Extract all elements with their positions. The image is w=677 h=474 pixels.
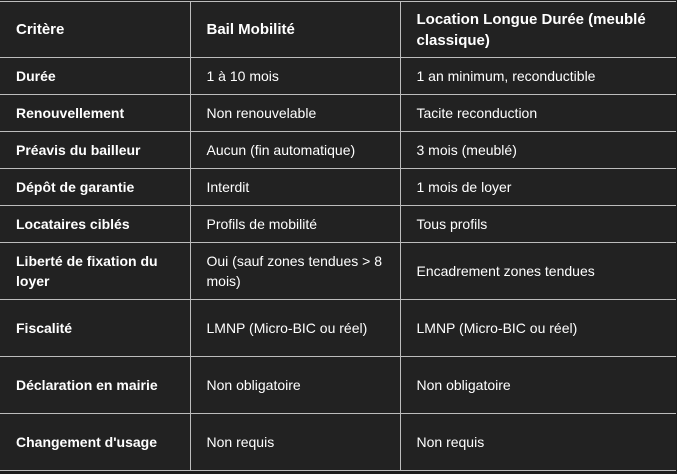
longue-duree-cell: Encadrement zones tendues [400,243,676,300]
table-row [0,206,676,243]
table-row [0,58,676,95]
bail-mobilite-cell: Profils de mobilité [190,206,400,243]
criterion-cell: Fiscalité [0,300,190,357]
header-bail-mobilite: Bail Mobilité [190,2,400,58]
longue-duree-cell: Non requis [400,414,676,471]
longue-duree-cell: 1 an minimum, reconductible [400,58,676,95]
header-criterion: Critère [0,2,190,58]
table-row [0,95,676,132]
header-location-longue-duree: Location Longue Durée (meublé classique) [400,2,676,58]
table-row [0,357,676,414]
bail-mobilite-cell: 1 à 10 mois [190,58,400,95]
criterion-cell: Locataires ciblés [0,206,190,243]
criterion-cell: Changement d'usage [0,414,190,471]
longue-duree-cell: LMNP (Micro-BIC ou réel) [400,300,676,357]
bail-mobilite-cell: Non obligatoire [190,357,400,414]
bail-mobilite-cell: Interdit [190,169,400,206]
table-row [0,169,676,206]
criterion-cell: Dépôt de garantie [0,169,190,206]
criterion-cell: Liberté de fixation du loyer [0,243,190,300]
longue-duree-cell: 3 mois (meublé) [400,132,676,169]
longue-duree-cell: Tous profils [400,206,676,243]
header-row [0,2,676,58]
bail-mobilite-cell: Non renouvelable [190,95,400,132]
table-row [0,414,676,471]
criterion-cell: Déclaration en mairie [0,357,190,414]
criterion-cell: Préavis du bailleur [0,132,190,169]
longue-duree-cell: 1 mois de loyer [400,169,676,206]
bail-mobilite-cell: Oui (sauf zones tendues > 8 mois) [190,243,400,300]
longue-duree-cell: Non obligatoire [400,357,676,414]
bail-mobilite-cell: LMNP (Micro-BIC ou réel) [190,300,400,357]
longue-duree-cell: Tacite reconduction [400,95,676,132]
bail-mobilite-cell: Aucun (fin automatique) [190,132,400,169]
comparison-table [0,1,676,471]
bail-mobilite-cell: Non requis [190,414,400,471]
table-row [0,243,676,300]
criterion-cell: Durée [0,58,190,95]
table-row [0,300,676,357]
criterion-cell: Renouvellement [0,95,190,132]
table-row [0,132,676,169]
